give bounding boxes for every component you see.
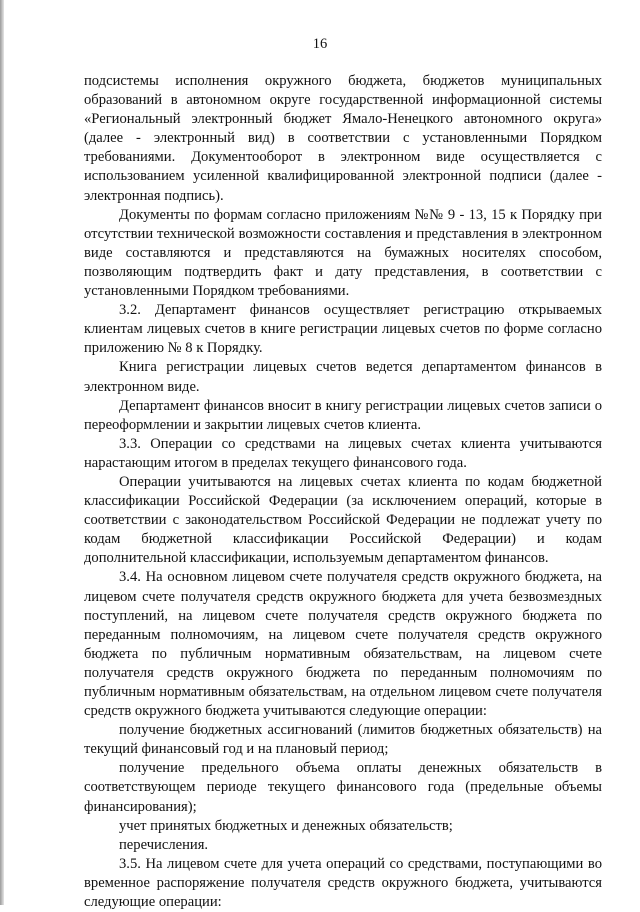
paragraph-registry-book: Книга регистрации лицевых счетов ведется департаментом финансов в электронном виде. — [84, 359, 602, 395]
document-body — [84, 72, 602, 912]
paragraph-3-2: 3.2. Департамент финансов осуществляет регистрацию открываемых клиентам лицевых счетов в книге регистрации лицевых счетов по форме согласно приложению № 8 к Порядку. — [84, 302, 602, 357]
paragraph-operations-codes: Операции учитываются на лицевых счетах клиента по кодам бюджетной классификации Российской Федерации (за исключением операций, которые в соответствии с законодательством Российской Федерации не подлежат учету по кодам бюджетной классификации Российской Федерации) и кодам дополнительной классификации, используемым департаментом финансов. — [84, 473, 602, 567]
list-item-allocations: получение бюджетных ассигнований (лимитов бюджетных обязательств) на текущий финансовый год и на плановый период; — [84, 722, 602, 758]
list-item-transfers: перечисления. — [119, 836, 209, 853]
page-number: 16 — [312, 36, 328, 52]
list-item-payment-limits: получение предельного объема оплаты денежных обязательств в соответствующем периоде текущего финансового года (предельные объемы финансирования); — [84, 760, 602, 815]
paragraph-registry-records: Департамент финансов вносит в книгу регистрации лицевых счетов записи о переоформлении и закрытии лицевых счетов клиента. — [84, 397, 602, 433]
paragraph-continuation: подсистемы исполнения окружного бюджета, бюджетов муниципальных образований в автономном округе государственной информационной системы «Региональный электронный бюджет Ямало-Ненецкого автономного округа» (далее - электронный вид) в соответствии с установленными Порядком требованиями. Документооборот в электронном виде осуществляется с использованием усиленной квалифицированной электронной подписи (далее - электронная подпись). — [84, 73, 602, 204]
list-item-obligations: учет принятых бюджетных и денежных обязательств; — [119, 817, 453, 834]
scan-edge — [0, 0, 4, 905]
paragraph-3-4: 3.4. На основном лицевом счете получателя средств окружного бюджета, на лицевом счете получателя средств окружного бюджета для учета безвозмездных поступлений, на лицевом счете получателя средств окружного бюджета по переданным полномочиям, на лицевом счете получателя средств окружного бюджета по публичным нормативным обязательствам, на лицевом счете получателя средств окружного бюджета по переданным полномочиям по публичным нормативным обязательствам, на отдельном лицевом счете получателя средств окружного бюджета учитываются следующие операции: — [84, 569, 602, 720]
paragraph-3-5: 3.5. На лицевом счете для учета операций со средствами, поступающими во временное распоряжение получателя средств окружного бюджета, учитываются следующие операции: — [84, 855, 602, 911]
paragraph-documents-forms: Документы по формам согласно приложениям №№ 9 - 13, 15 к Порядку при отсутствии технической возможности составления и представления в электронном виде составляются и представляются на бумажных носителях способом, позволяющим подтвердить факт и дату представления, в соответствии с установленными Порядком требованиями. — [84, 206, 602, 300]
paragraph-3-3: 3.3. Операции со средствами на лицевых счетах клиента учитываются нарастающим итогом в пределах текущего финансового года. — [84, 435, 602, 471]
